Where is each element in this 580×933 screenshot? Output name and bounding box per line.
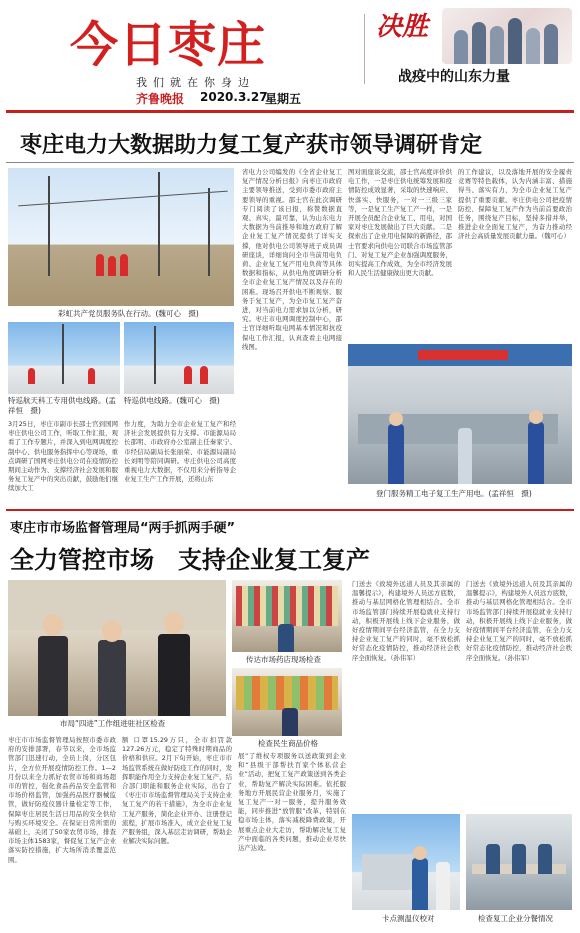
story2-caption-c: 卡点测温仪校对	[382, 914, 435, 923]
masthead-rule	[6, 110, 574, 113]
banner-title: 决胜	[376, 12, 429, 42]
story1-factory-caption: 登门服务精工电子复工生产用电。(孟祥恒 摄)	[376, 489, 532, 498]
story2-photo-c	[352, 814, 460, 910]
story2-photo-d	[466, 814, 572, 910]
story2-photo-b	[232, 668, 342, 736]
story1-photo-right	[124, 322, 234, 394]
story1-factory-photo	[348, 344, 572, 484]
masthead	[0, 0, 580, 112]
story1-main-photo	[8, 168, 234, 306]
story2-main-photo	[8, 580, 226, 716]
newspaper-logo: 今日枣庄	[70, 17, 267, 73]
story2-headline: 全力管控市场 支持企业复工复产	[10, 546, 370, 574]
story2-column-3: 展”了维权专项服务以送政策到企业和“县级干部帮扶百家个体私营企业”活动，把复工复产政策送到各类企业，帮助复产解决实际困难。依托服务地方开展民营企业服务月，实施了复工复产一对一服务，提升服务效能，同步推进“放管服”改革，特别在稳市场主体，落实减税降费政策，开展重点企业大走访，帮助解决复工复产中面临的各类问题，推动企业尽快达产达效。	[238, 752, 346, 853]
story1-caption-left: 特巡航天科工专用供电线路。(孟祥恒 摄)	[8, 396, 116, 415]
issue-date: 2020.3.27	[200, 90, 268, 104]
banner-subtitle: 战疫中的山东力量	[398, 69, 510, 85]
story2-subhead: 枣庄市市场监督管理局“两手抓两手硬”	[10, 521, 236, 536]
story1-column-1: 3月25日，枣庄市副市长邵士官到国网枣庄供电公司工作，听取工作汇报，观看了工作专题片，并深入到电网调度控制中心、供电服务指挥中心等现场，重点调研了国网枣庄供电公司在疫情防控期间主动作为、支撑经济社会发展和服务复工复产中的突出贡献，鼓励他们继续加大工	[8, 420, 118, 493]
masthead-divider	[364, 14, 365, 84]
banner-illustration	[442, 8, 572, 64]
story1-column-4: 图对面座谈交流，邵士官高度评价供电工作，一是枣庄供电统筹发展和疫情防控成效显著，采取的快速响应、快落实、快服务，一对一三级三家等，一是复工生产复工产一样，一是开展全员配合企业复工、用电，对国家对枣庄发展做出了巨大贡献。二是探索出了企业用电保障的新路径，邵士官要求向供电公司联合市场监管部门、对复工复产企业加强调度服务，切实提高工作成效，为全市经济发展和人民生活健康做出更大贡献。	[348, 168, 452, 278]
campaign-banner	[370, 4, 575, 88]
story2-photo-a	[232, 580, 342, 652]
story1-rule	[6, 162, 574, 163]
story1-caption-right: 特巡供电线路。(魏可心 摄)	[124, 396, 220, 405]
story2-column-4: 门送去《致境外远道人员及其亲属的温馨提示》，构建境外人员远方底数，推动与基层网格化管理相结合。全市市场监管部门持续开展稳就业支持行动，积极开展线上线下企业服务，做好疫情期间平台经济监管，在全力支持企业复工复产的同时，毫不放松抓好常态化疫情防控，推动经济社会秩序全面恢复。（孙伟军）	[352, 580, 460, 662]
story2-caption-d: 检查复工企业分餐情况	[478, 914, 553, 923]
paper-name: 齐鲁晚报	[136, 92, 185, 106]
story2-caption-a: 传达市场药店现场检查	[246, 655, 321, 664]
slogan: 我们就在你身边	[136, 76, 255, 89]
story2-column-1: 枣庄市市场监督管理局按照市委市政府的安排部署，春节以来，全市场监管部门迅速行动，全员上岗，分区包片，全方位开展疫情防控工作。1—2月份以来全力抓好农贸市场和商场超市的管控，强化食品药品安全监管和市场价格监管，加强药品医疗器械监管，做好防疫仪器计量检定等工作，保障枣庄居民生活日用品的安全供给与购买环境安全。在保证日常所需的基础上，关闭了50家农贸市场，排查市场主体1583家，督促复工复产企业落实防控措施，扩大场所消杀覆盖范围。	[8, 736, 116, 864]
story1-column-5: 的工作建议，以及落地开展的安全履责竞赛等特色载体，认为内涵丰富、措施得当、落实有力，为全市企业复工复产提供了重要贡献。枣庄供电公司把疫情防控、保障复工复产作为当前首要政治任务，围绕复产目标，坚持多措并举，推进企业全面复工复产，为奋力推动经济社会高质量发展贡献力量。（魏可心）	[458, 168, 572, 241]
section-divider	[6, 509, 574, 511]
story1-column-2: 作力度，为助力全市企业复工复产和经济社会发展提供有力支撑。市能源局局长邵明、市政府办公室副主任秦家宁、市经信局副局长张丽荣、市能源局副局长刘明等陪同调研。枣庄供电公司高度重视电力大数据，不仅用来分析指导企业复工生产工作开展，还将山东	[124, 420, 236, 484]
story2-main-caption: 市局“四进”工作组进驻社区检查	[60, 719, 166, 728]
story2-column-2: 额 口罩15.29万只，全市扣罚款127.26万元，稳定了特殊时期商品的价格和供应。2月下旬开始，枣庄市市场监管系统在做好防疫工作的同时，发挥职能作用全力支持企业复工复产，结合部门职能和服务企业实际，出台了《枣庄市市场监督管理局关于支持企业复工复产的若干措施》，为全市企业复工复产服务，简化企业开办、注册登记流程，扩展市场准入，成立企业复工复产服务组，深入基层走访调研，帮助企业解决实际问题。	[122, 736, 232, 846]
weekday: 星期五	[265, 92, 302, 106]
story2-caption-b: 检查民生商品价格	[258, 739, 318, 748]
story1-headline: 枣庄电力大数据助力复工复产获市领导调研肯定	[20, 133, 483, 158]
story1-photo-left	[8, 322, 120, 394]
story1-main-caption: 彩虹共产党员服务队在行动。(魏可心 摄)	[58, 309, 199, 318]
story2-column-5: 门送去《致境外远道人员及其亲属的温馨提示》，构建境外人员远方底数，推动与基层网格化管理相结合。全市市场监管部门持续开展稳就业支持行动，积极开展线上线下企业服务，做好疫情期间平台经济监管，在全力支持企业复工复产的同时，毫不放松抓好常态化疫情防控，推动经济社会秩序全面恢复。（孙伟军）	[466, 580, 572, 662]
story1-column-3: 省电力公司编发的《全省企业复工复产情况分析日报》向枣庄市政府主要领导推送，受到市委市政府主要领导的重视。邵士官在此次调研专门阅读了该日报，称赞数据直观、真实，最可靠，认为山东电力大数据为当前推导和地方政府了解企业复工复产情况提供了详实支撑，他对供电公司领导班子成员调研座谈，详细询问全市当前用电负荷、企业复工复产用电负荷等具体数据和指标，从供电角度调研分析全市企业复工复产情况以及存在的困难。现场召开供电不断观察、服务于复工复产，为全市复工复产奋进，对当前电力需求加以分析，研究。枣庄市电网调度控制中心，邵士官详细听取电网基本情况和抗疫保电工作汇报，认真查看主电网接线图。	[242, 168, 342, 351]
